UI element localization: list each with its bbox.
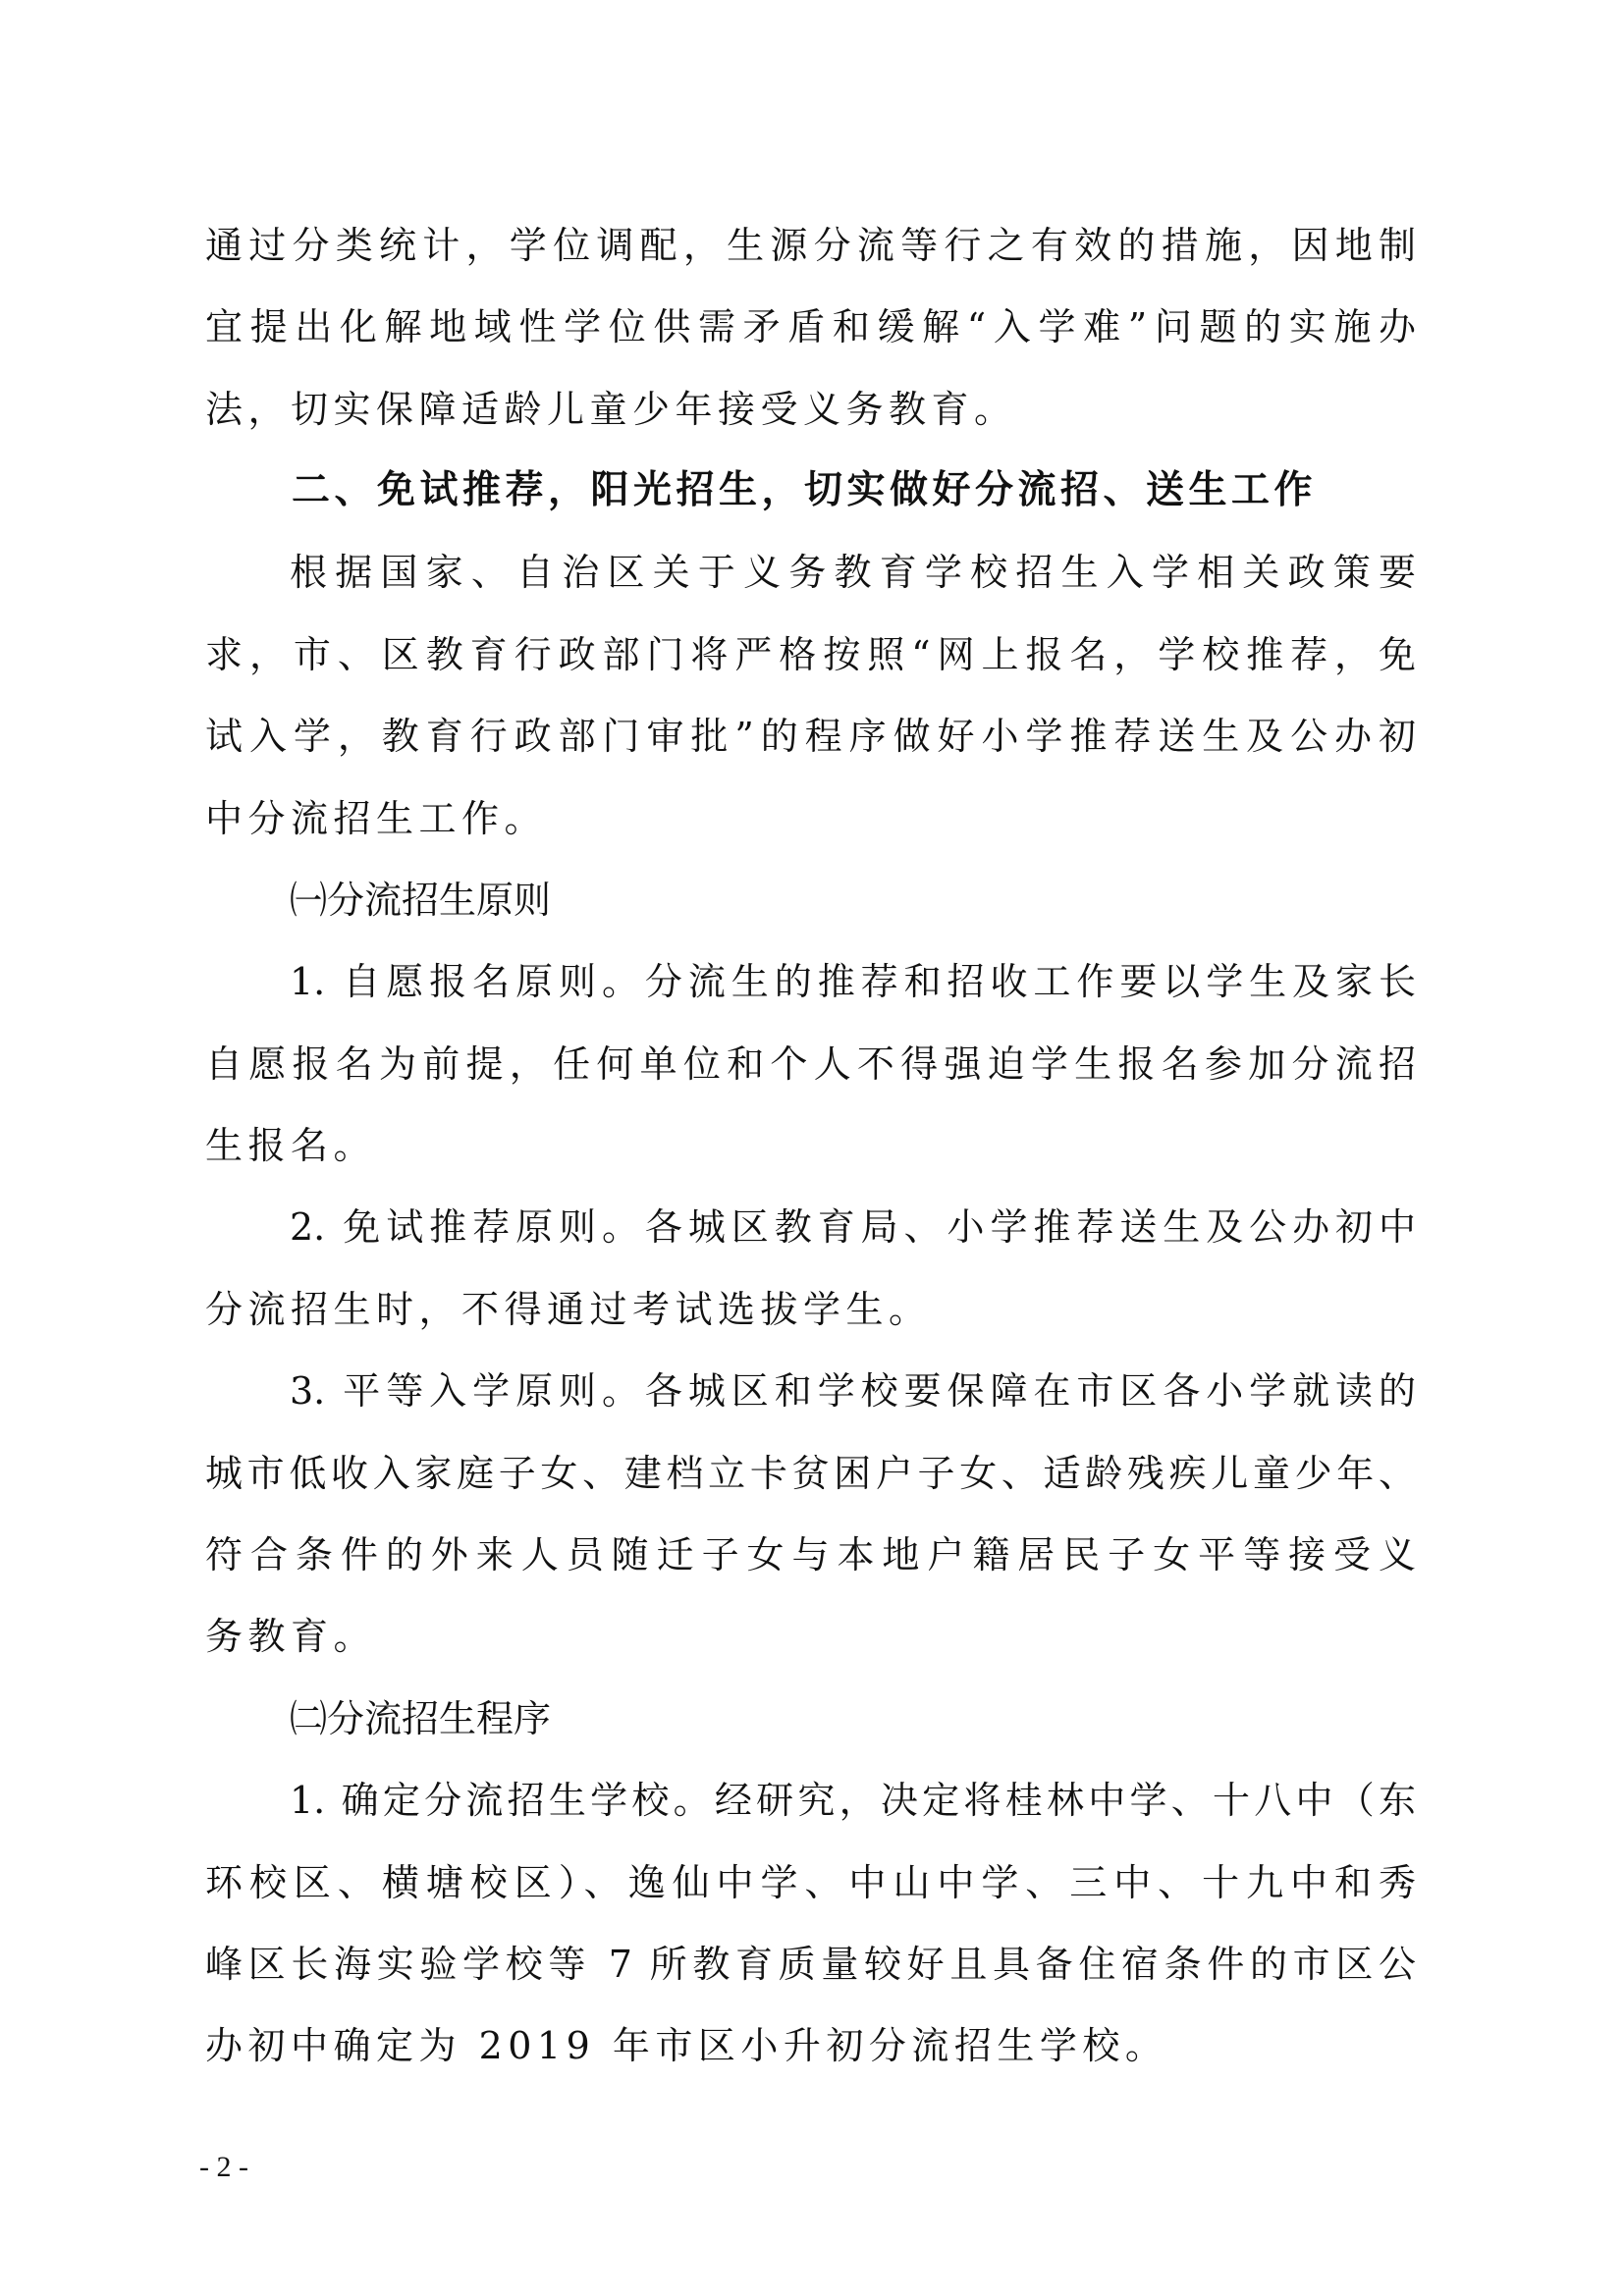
body-line: 办初中确定为 2019 年市区小升初分流招生学校。	[205, 2024, 1168, 2067]
body-line: 1. 确定分流招生学校。经研究，决定将桂林中学、十八中（东	[290, 1779, 1416, 1822]
body-line: 法，切实保障适龄儿童少年接受义务教育。	[205, 388, 1017, 431]
body-line: 根据国家、自治区关于义务教育学校招生入学相关政策要	[290, 551, 1416, 594]
body-line: 3. 平等入学原则。各城区和学校要保障在市区各小学就读的	[290, 1369, 1416, 1413]
body-line: 环校区、横塘校区）、逸仙中学、中山中学、三中、十九中和秀	[205, 1861, 1416, 1904]
body-line: 求，市、区教育行政部门将严格按照“网上报名，学校推荐，免	[205, 633, 1416, 676]
body-line: 分流招生时，不得通过考试选拔学生。	[205, 1288, 932, 1331]
body-line: 宜提出化解地域性学位供需矛盾和缓解“入学难”问题的实施办	[205, 305, 1416, 348]
body-line: 通过分类统计，学位调配，生源分流等行之有效的措施，因地制	[205, 224, 1416, 267]
body-line: 自愿报名为前提，任何单位和个人不得强迫学生报名参加分流招	[205, 1042, 1416, 1086]
body-line: 试入学，教育行政部门审批”的程序做好小学推荐送生及公办初	[205, 715, 1416, 758]
body-line: 1. 自愿报名原则。分流生的推荐和招收工作要以学生及家长	[290, 960, 1416, 1003]
body-line: 务教育。	[205, 1615, 377, 1658]
body-line: 2. 免试推荐原则。各城区教育局、小学推荐送生及公办初中	[290, 1205, 1416, 1249]
body-line: 符合条件的外来人员随迁子女与本地户籍居民子女平等接受义	[205, 1533, 1416, 1576]
body-line: 城市低收入家庭子女、建档立卡贫困户子女、适龄残疾儿童少年、	[205, 1452, 1416, 1495]
body-line: 峰区长海实验学校等 7 所教育质量较好且具备住宿条件的市区公	[205, 1943, 1416, 1986]
section-heading: 二、免试推荐，阳光招生，切实做好分流招、送生工作	[292, 468, 1318, 512]
body-line: 中分流招生工作。	[205, 797, 548, 840]
sub-heading: ㈠分流招生原则	[290, 879, 552, 922]
body-line: 生报名。	[205, 1124, 377, 1167]
page-number: - 2 -	[199, 2151, 248, 2183]
sub-heading: ㈡分流招生程序	[290, 1697, 552, 1740]
